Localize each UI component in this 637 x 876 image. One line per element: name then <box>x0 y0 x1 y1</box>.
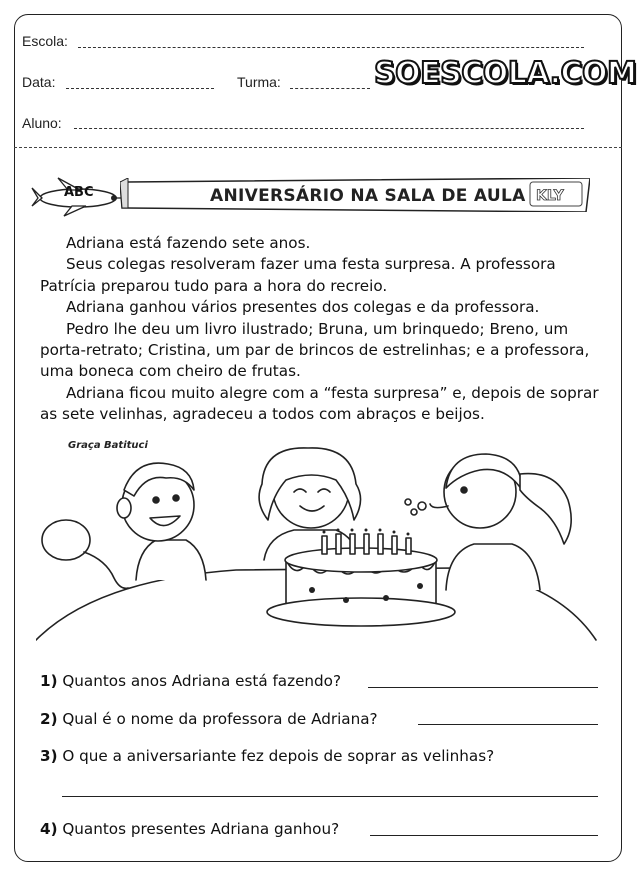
question-text: Quantos presentes Adriana ganhou? <box>62 820 340 838</box>
site-logo: SOESCOLA.COM <box>374 56 637 91</box>
class-field[interactable] <box>290 88 370 89</box>
school-label: Escola: <box>22 33 68 49</box>
school-field[interactable] <box>78 47 584 48</box>
student-label: Aluno: <box>22 115 62 131</box>
question-number: 2) <box>40 710 58 728</box>
answer-line-1[interactable] <box>368 687 598 688</box>
story-paragraph: Adriana ficou muito alegre com a “festa surpresa” e, depois de soprar as sete velinhas, agradeceu a todos com abraços e beijos. <box>40 383 599 424</box>
question-number: 4) <box>40 820 58 838</box>
birthday-illustration <box>36 440 616 650</box>
story-paragraph: Pedro lhe deu um livro ilustrado; Bruna, um brinquedo; Breno, um porta-retrato; Cristina, um par de brincos de estrelinhas; e a professora, uma boneca com cheiro de frutas. <box>40 319 590 381</box>
story-paragraph: Adriana está fazendo sete anos. <box>66 234 311 252</box>
answer-line-4[interactable] <box>370 835 598 836</box>
date-label: Data: <box>22 74 56 90</box>
svg-text:ABC: ABC <box>64 185 94 200</box>
question-2 <box>40 710 378 728</box>
question-1 <box>40 672 341 690</box>
question-number: 1) <box>40 672 58 690</box>
question-4 <box>40 820 339 838</box>
student-field[interactable] <box>74 128 584 129</box>
story-text <box>40 233 605 426</box>
story-paragraph: Seus colegas resolveram fazer uma festa surpresa. A professora Patrícia preparou tudo para a hora do recreio. <box>40 255 556 295</box>
worksheet-title: ANIVERSÁRIO NA SALA DE AULA <box>210 186 526 206</box>
header-separator <box>14 147 622 148</box>
date-field[interactable] <box>66 88 214 89</box>
answer-line-3[interactable] <box>62 796 598 797</box>
svg-text:KLY: KLY <box>536 188 564 204</box>
question-3 <box>40 747 494 765</box>
question-number: 3) <box>40 747 58 765</box>
author-credit: Graça Batituci <box>68 440 148 451</box>
answer-line-2[interactable] <box>418 724 598 725</box>
question-text: Quantos anos Adriana está fazendo? <box>62 672 342 690</box>
story-paragraph: Adriana ganhou vários presentes dos colegas e da professora. <box>66 298 540 317</box>
class-label: Turma: <box>237 74 281 90</box>
question-text: O que a aniversariante fez depois de soprar as velinhas? <box>62 747 495 765</box>
abc-plane-icon <box>28 170 128 220</box>
worksheet-border <box>14 14 622 862</box>
question-text: Qual é o nome da professora de Adriana? <box>62 710 378 728</box>
